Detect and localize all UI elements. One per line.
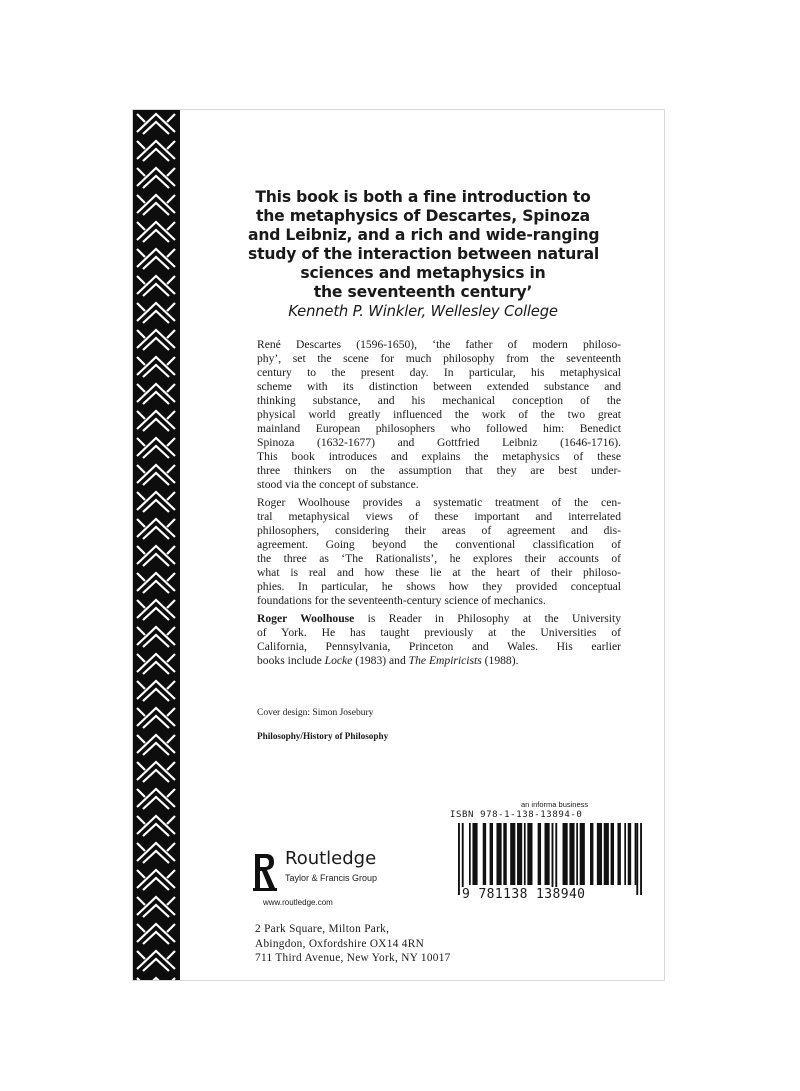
text-line xyxy=(257,654,621,668)
quote-line: study of the interaction between natural xyxy=(248,245,600,263)
barcode-bar xyxy=(524,823,526,885)
barcode-bar xyxy=(483,823,486,885)
text-fragment: (1988). xyxy=(481,654,519,667)
barcode-bar xyxy=(617,823,620,885)
description-paragraph-1 xyxy=(257,338,621,492)
barcode-bar xyxy=(545,823,550,885)
barcode-bar xyxy=(635,823,637,885)
text-line: Spinoza (1632-1677) and Gottfried Leibniz (1646-1716). xyxy=(257,436,621,449)
cover-design-credit: Cover design: Simon Josebury xyxy=(257,708,374,718)
barcode-bar xyxy=(580,823,585,885)
text-line: thinking substance, and his mechanical conception of the xyxy=(257,394,621,407)
address-line: 711 Third Avenue, New York, NY 10017 xyxy=(255,952,451,964)
barcode-bar xyxy=(496,823,501,885)
quote-attribution: Kenneth P. Winkler, Wellesley College xyxy=(288,303,558,320)
chevron-pattern xyxy=(133,110,180,980)
chevron-pattern-path xyxy=(137,110,175,980)
text-line xyxy=(257,612,621,626)
publisher-url: www.routledge.com xyxy=(263,898,333,907)
text-line: agreement. Going beyond the conventional classification of xyxy=(257,538,621,551)
quote-line: and Leibniz, and a rich and wide-ranging xyxy=(248,226,600,244)
barcode-bar xyxy=(517,823,522,885)
text-line: physical world greatly influenced the work of the two great xyxy=(257,408,621,421)
barcode-bar xyxy=(510,823,515,885)
text-line: scheme with its distinction between extended substance and xyxy=(257,380,621,393)
isbn-barcode xyxy=(448,800,658,910)
subject-category: Philosophy/History of Philosophy xyxy=(257,731,389,741)
text-line: mainland European philosophers who followed him: Benedict xyxy=(257,422,621,435)
text-line: This book introduces and explains the metaphysics of these xyxy=(257,450,621,463)
barcode-bar xyxy=(472,823,477,885)
book-title: Locke xyxy=(324,654,353,667)
address-line: Abingdon, Oxfordshire OX14 4RN xyxy=(255,937,425,950)
barcode-number: 9 781138 138940 xyxy=(462,887,586,902)
text-fragment: books include xyxy=(257,654,325,667)
decorative-pattern-strip xyxy=(133,110,180,980)
author-name: Roger Woolhouse xyxy=(257,612,355,625)
isbn-label: ISBN 978-1-138-13894-0 xyxy=(450,810,583,820)
barcode-bar xyxy=(462,823,464,895)
text-line: René Descartes (1596-1650), ‘the father of modern philoso- xyxy=(257,338,621,351)
text-line: phy’, set the scene for much philosophy from the seventeenth xyxy=(257,352,621,365)
routledge-r-icon xyxy=(253,850,277,892)
barcode-bar xyxy=(640,823,642,895)
text-line: of York. He has taught previously at the Universities of xyxy=(257,626,621,639)
barcode-bar xyxy=(555,823,557,895)
description-paragraph-2 xyxy=(257,496,621,608)
text-line: what is real and how these lie at the heart of their philoso- xyxy=(257,566,621,579)
text-line: philosophers, considering their areas of agreement and dis- xyxy=(257,524,621,537)
barcode-bar xyxy=(576,823,578,885)
publisher-group: Taylor & Francis Group xyxy=(285,873,378,883)
barcode-bar xyxy=(490,823,493,885)
barcode-bar xyxy=(469,823,471,885)
text-fragment: (1983) and xyxy=(352,654,409,667)
quote-line: sciences and metaphysics in xyxy=(300,264,546,282)
text-line: century to the present day. In particular, his metaphysical xyxy=(257,366,621,379)
text-line: three thinkers on the assumption that they are best under- xyxy=(257,464,621,477)
barcode-bar xyxy=(597,823,602,885)
barcode-bar xyxy=(624,823,626,885)
barcode-bar xyxy=(563,823,568,885)
barcode-bar xyxy=(636,823,638,895)
book-description xyxy=(257,338,621,672)
text-line: phies. In particular, he shows how they provided conceptual xyxy=(257,580,621,593)
barcode-bar xyxy=(458,823,460,895)
text-line: foundations for the seventeenth-century science of mechanics. xyxy=(257,594,546,607)
address-line: 2 Park Square, Milton Park, xyxy=(255,923,390,935)
text-line: Roger Woolhouse provides a systematic treatment of the cen- xyxy=(257,496,621,509)
barcode-bar xyxy=(611,823,614,885)
text-line: California, Pennsylvania, Princeton and Wales. His earlier xyxy=(257,640,621,653)
book-back-cover xyxy=(132,109,665,981)
informa-tagline: an informa business xyxy=(521,800,589,809)
barcode-bar xyxy=(590,823,593,885)
quote-line: the seventeenth century’ xyxy=(313,283,533,301)
quote-line: This book is both a fine introduction to xyxy=(255,188,591,206)
barcode-bar xyxy=(628,823,631,885)
barcode-bar xyxy=(604,823,609,885)
author-bio xyxy=(257,612,621,668)
barcode-bar xyxy=(569,823,574,885)
barcode-bar xyxy=(538,823,541,885)
text-fragment: is Reader in Philosophy at the University xyxy=(354,612,621,625)
review-quote xyxy=(248,188,598,321)
text-line: stood via the concept of substance. xyxy=(257,478,419,491)
book-title: The Empiricists xyxy=(408,654,482,667)
barcode-bar xyxy=(552,823,554,895)
publisher-logo xyxy=(253,848,433,910)
barcode-bar xyxy=(503,823,506,885)
publisher-name: Routledge xyxy=(285,848,377,869)
barcode-bar xyxy=(527,823,532,885)
quote-line: the metaphysics of Descartes, Spinoza xyxy=(256,207,590,225)
barcode-bars xyxy=(450,823,650,895)
text-line: tral metaphysical views of these important and interrelated xyxy=(257,510,621,523)
text-line: the three as ‘The Rationalists’, he explores their accounts of xyxy=(257,552,621,565)
publisher-address xyxy=(255,922,451,966)
